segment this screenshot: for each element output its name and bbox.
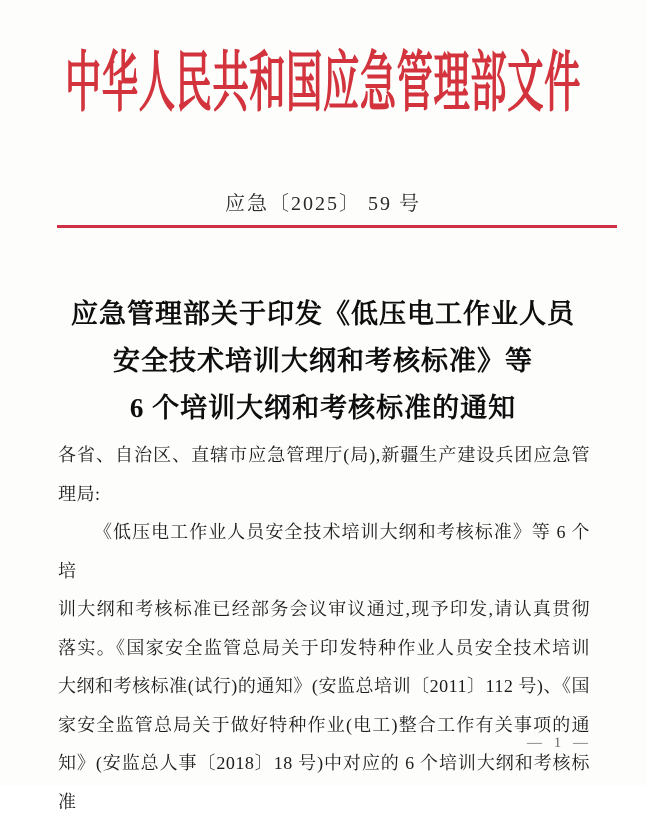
body-line: 《低压电工作业人员安全技术培训大纲和考核标准》等 6 个培 xyxy=(58,522,590,581)
page-number: — 1 — xyxy=(527,735,592,751)
document-title-line: 应急管理部关于印发《低压电工作业人员 xyxy=(71,299,575,329)
body-line: 落实。《国家安全监管总局关于印发特种作业人员安全技术培训 xyxy=(58,637,590,658)
body-line: 家安全监管总局关于做好特种作业(电工)整合工作有关事项的通 xyxy=(58,714,590,735)
masthead xyxy=(0,40,646,120)
document-number: 应急〔2025〕 59 号 xyxy=(225,193,421,215)
masthead-org-title: 中华人民共和国应急管理部文件 xyxy=(65,46,581,120)
masthead-divider-rule xyxy=(57,225,617,228)
body-line-salutation-end: 理局: xyxy=(58,483,101,504)
document-title-line: 安全技术培训大纲和考核标准》等 xyxy=(113,346,533,376)
body-line-salutation: 各省、自治区、直辖市应急管理厅(局),新疆生产建设兵团应急管 xyxy=(58,445,590,465)
body-line: 大纲和考核标准(试行)的通知》(安监总培训〔2011〕112 号)、《国 xyxy=(58,676,590,696)
document-title xyxy=(0,291,646,432)
document-body xyxy=(58,436,590,821)
body-line: 训大纲和考核标准已经部务会议审议通过,现予印发,请认真贯彻 xyxy=(58,599,590,619)
body-line: 知》(安监总人事〔2018〕18 号)中对应的 6 个培训大纲和考核标准 xyxy=(58,753,590,812)
document-title-line: 6 个培训大纲和考核标准的通知 xyxy=(129,393,517,423)
